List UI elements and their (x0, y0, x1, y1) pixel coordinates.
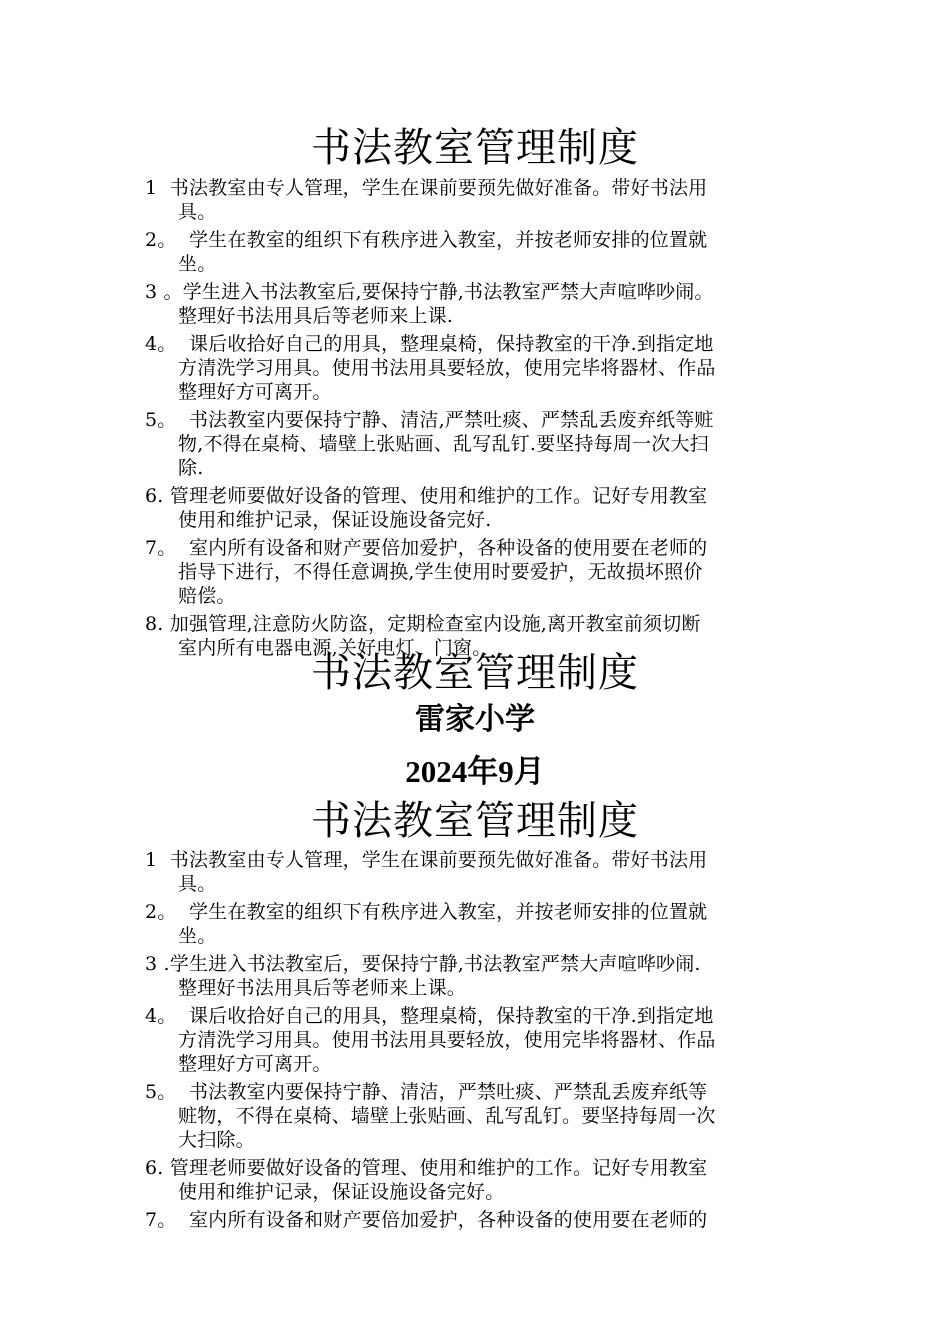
list-item-number: 1 (145, 849, 158, 871)
list-item-first-line: 7。 室内所有设备和财产要倍加爱护，各种设备的使用要在老师的 (145, 537, 708, 559)
list-item (145, 1208, 810, 1232)
list-item (145, 1156, 810, 1204)
cover-title: 书法教室管理制度 (311, 650, 639, 696)
list-item-first-line: 8. 加强管理,注意防火防盗，定期检查室内设施,离开教室前须切断 (145, 613, 701, 635)
list-item-continuation: 具。 (178, 201, 217, 223)
list-item-continuation: 使用和维护记录，保证设施设备完好。 (178, 1181, 505, 1203)
list-item-first-line: 2。 学生在教室的组织下有秩序进入教室，并按老师安排的位置就 (145, 229, 708, 251)
list-item-continuation: 坐。 (178, 253, 217, 275)
list-item (145, 228, 810, 276)
list-item-continuation: 除. (178, 457, 204, 479)
list-item-number: 7。 (145, 1209, 177, 1231)
list-item-first-line: 5。 书法教室内要保持宁静、清洁，严禁吐痰、严禁乱丢废弃纸等 (145, 1081, 708, 1103)
list-item-first-line: 3 .学生进入书法教室后，要保持宁静,书法教室严禁大声喧哗吵闹. (145, 953, 701, 975)
list-item-first-line: 4。 课后收拾好自己的用具，整理桌椅，保持教室的干净.到指定地 (145, 1005, 714, 1027)
list-item-first-line: 1 书法教室由专人管理，学生在课前要预先做好准备。带好书法用 (145, 177, 708, 199)
list-item-number: 3 (145, 953, 158, 975)
list-item-continuation: 大扫除。 (178, 1129, 255, 1151)
list-item-continuation: 使用和维护记录，保证设施设备完好. (178, 509, 492, 531)
list-item-continuation: 整理好书法用具后等老师来上课。 (178, 977, 467, 999)
list-item-number: 4。 (145, 1005, 177, 1027)
list-item (145, 280, 810, 328)
list-item-first-line: 4。 课后收拾好自己的用具，整理桌椅，保持教室的干净.到指定地 (145, 333, 714, 355)
list-item (145, 1080, 810, 1152)
list-item-number: 5。 (145, 1081, 177, 1103)
list-item-continuation: 物,不得在桌椅、墙壁上张贴画、乱写乱钉.要坚持每周一次大扫 (178, 433, 709, 455)
list-item (145, 900, 810, 948)
list-item-continuation: 方清洗学习用具。使用书法用具要轻放，使用完毕将器材、作品 (178, 357, 716, 379)
list-item-number: 2。 (145, 229, 177, 251)
section2-title: 书法教室管理制度 (311, 798, 639, 844)
list-item-number: 8. (145, 613, 164, 635)
list-item-first-line: 6. 管理老师要做好设备的管理、使用和维护的工作。记好专用教室 (145, 485, 708, 507)
list-item (145, 1004, 810, 1076)
list-item (145, 176, 810, 224)
list-item-continuation: 赔偿。 (178, 585, 236, 607)
document-date: 2024年9月 (405, 754, 545, 789)
list-item-continuation: 室内所有电器电源,关好电灯、门窗。 (178, 637, 492, 659)
list-item-number: 5。 (145, 409, 177, 431)
list-item-continuation: 整理好方可离开。 (178, 381, 332, 403)
list-item-first-line: 3 。学生进入书法教室后,要保持宁静,书法教室严禁大声喧哗吵闹。 (145, 281, 714, 303)
list-item-first-line: 1 书法教室由专人管理，学生在课前要预先做好准备。带好书法用 (145, 849, 708, 871)
list-item-number: 6. (145, 485, 164, 507)
list-item-number: 1 (145, 177, 158, 199)
school-name: 雷家小学 (415, 702, 535, 737)
list-item-continuation: 具。 (178, 873, 217, 895)
list-item-continuation: 整理好方可离开。 (178, 1053, 332, 1075)
list-item (145, 332, 810, 404)
list-item (145, 408, 810, 480)
list-item-continuation: 方清洗学习用具。使用书法用具要轻放，使用完毕将器材、作品 (178, 1029, 716, 1051)
list-item-first-line: 7。 室内所有设备和财产要倍加爱护，各种设备的使用要在老师的 (145, 1209, 708, 1231)
list-item (145, 848, 810, 896)
list-item-first-line: 2。 学生在教室的组织下有秩序进入教室，并按老师安排的位置就 (145, 901, 708, 923)
list-item-continuation: 坐。 (178, 925, 217, 947)
list-item-continuation: 整理好书法用具后等老师来上课. (178, 305, 454, 327)
section1-title: 书法教室管理制度 (311, 125, 639, 171)
list-item (145, 536, 810, 608)
list-item-continuation: 指导下进行，不得任意调换,学生使用时要爱护，无故损坏照价 (178, 561, 703, 583)
list-item-number: 7。 (145, 537, 177, 559)
list-item-number: 4。 (145, 333, 177, 355)
list-item (145, 952, 810, 1000)
list-item-number: 3 (145, 281, 158, 303)
list-item-continuation: 赃物，不得在桌椅、墙壁上张贴画、乱写乱钉。要坚持每周一次 (178, 1105, 716, 1127)
list-item-number: 6. (145, 1157, 164, 1179)
list-item (145, 484, 810, 532)
list-item-number: 2。 (145, 901, 177, 923)
list-item-first-line: 5。 书法教室内要保持宁静、清洁,严禁吐痰、严禁乱丢废弃纸等赃 (145, 409, 714, 431)
list-item-first-line: 6. 管理老师要做好设备的管理、使用和维护的工作。记好专用教室 (145, 1157, 708, 1179)
